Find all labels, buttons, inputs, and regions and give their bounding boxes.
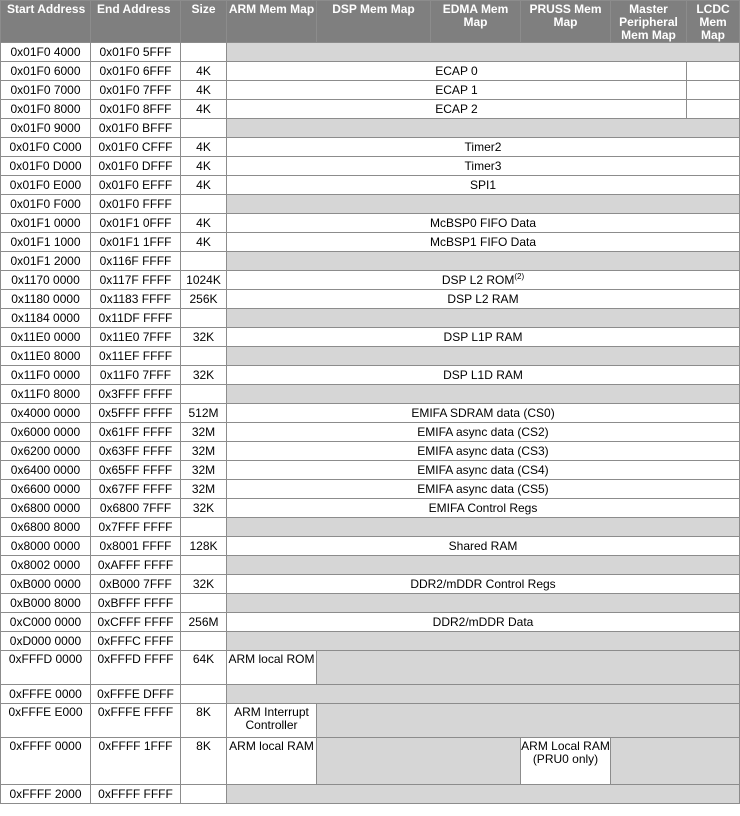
- region-label: Timer3: [227, 157, 740, 176]
- start-address: 0x01F0 C000: [1, 138, 91, 157]
- reserved-cell: [227, 385, 740, 404]
- table-row: [1, 632, 740, 651]
- end-address: 0x3FFF FFFF: [91, 385, 181, 404]
- reserved-cell: [227, 119, 740, 138]
- reserved-cell: [317, 651, 740, 685]
- end-address: 0x01F1 0FFF: [91, 214, 181, 233]
- start-address: 0x01F1 2000: [1, 252, 91, 271]
- end-address: 0x01F0 DFFF: [91, 157, 181, 176]
- table-row: [1, 328, 740, 347]
- region-label: EMIFA SDRAM data (CS0): [227, 404, 740, 423]
- size-cell: 32K: [181, 499, 227, 518]
- start-address: 0xB000 0000: [1, 575, 91, 594]
- size-cell: 4K: [181, 176, 227, 195]
- size-cell: 32K: [181, 366, 227, 385]
- start-address: 0x01F0 6000: [1, 62, 91, 81]
- size-cell: [181, 195, 227, 214]
- table-row: [1, 233, 740, 252]
- reserved-cell: [227, 347, 740, 366]
- header-size: Size: [181, 1, 227, 43]
- size-cell: 4K: [181, 62, 227, 81]
- reserved-cell: [227, 518, 740, 537]
- end-address: 0x6800 7FFF: [91, 499, 181, 518]
- table-row: [1, 594, 740, 613]
- end-address: 0xFFFC FFFF: [91, 632, 181, 651]
- start-address: 0xB000 8000: [1, 594, 91, 613]
- table-row: [1, 195, 740, 214]
- table-row: [1, 43, 740, 62]
- table-row: [1, 347, 740, 366]
- reserved-cell: [227, 309, 740, 328]
- table-row: [1, 176, 740, 195]
- end-address: 0xAFFF FFFF: [91, 556, 181, 575]
- end-address: 0x11F0 7FFF: [91, 366, 181, 385]
- end-address: 0x61FF FFFF: [91, 423, 181, 442]
- table-row: [1, 704, 740, 738]
- size-cell: [181, 785, 227, 804]
- reserved-cell: [317, 738, 521, 785]
- start-address: 0xFFFF 2000: [1, 785, 91, 804]
- reserved-cell: [227, 556, 740, 575]
- region-label: [227, 271, 740, 290]
- size-cell: [181, 347, 227, 366]
- size-cell: 256M: [181, 613, 227, 632]
- size-cell: 4K: [181, 100, 227, 119]
- size-cell: [181, 594, 227, 613]
- end-address: 0x11DF FFFF: [91, 309, 181, 328]
- size-cell: 256K: [181, 290, 227, 309]
- start-address: 0xFFFE E000: [1, 704, 91, 738]
- region-label: DDR2/mDDR Data: [227, 613, 740, 632]
- header-arm-mem-map: ARM Mem Map: [227, 1, 317, 43]
- region-label: Shared RAM: [227, 537, 740, 556]
- reserved-cell: [227, 43, 740, 62]
- region-label: EMIFA Control Regs: [227, 499, 740, 518]
- start-address: 0x6800 0000: [1, 499, 91, 518]
- table-row: [1, 271, 740, 290]
- table-row: [1, 366, 740, 385]
- end-address: 0x01F0 5FFF: [91, 43, 181, 62]
- start-address: 0x01F1 1000: [1, 233, 91, 252]
- reserved-cell: [227, 195, 740, 214]
- size-cell: 32M: [181, 461, 227, 480]
- table-row: [1, 499, 740, 518]
- start-address: 0x01F0 9000: [1, 119, 91, 138]
- table-row: [1, 385, 740, 404]
- start-address: 0x01F0 4000: [1, 43, 91, 62]
- region-label: ECAP 1: [227, 81, 687, 100]
- size-cell: 64K: [181, 651, 227, 685]
- start-address: 0x6800 8000: [1, 518, 91, 537]
- size-cell: 4K: [181, 138, 227, 157]
- end-address: 0x5FFF FFFF: [91, 404, 181, 423]
- end-address: 0x01F0 FFFF: [91, 195, 181, 214]
- start-address: 0x11F0 0000: [1, 366, 91, 385]
- size-cell: 4K: [181, 233, 227, 252]
- table-row: [1, 738, 740, 785]
- header-master-peripheral-mem-map: Master Peripheral Mem Map: [611, 1, 687, 43]
- start-address: 0x1184 0000: [1, 309, 91, 328]
- table-row: [1, 290, 740, 309]
- start-address: 0x01F0 D000: [1, 157, 91, 176]
- reserved-cell: [227, 632, 740, 651]
- header-edma-mem-map: EDMA Mem Map: [431, 1, 521, 43]
- region-label: EMIFA async data (CS3): [227, 442, 740, 461]
- start-address: 0x6400 0000: [1, 461, 91, 480]
- end-address: 0x01F0 7FFF: [91, 81, 181, 100]
- end-address: 0x63FF FFFF: [91, 442, 181, 461]
- size-cell: [181, 119, 227, 138]
- start-address: 0x11E0 0000: [1, 328, 91, 347]
- region-label: DSP L1P RAM: [227, 328, 740, 347]
- region-label: DSP L1D RAM: [227, 366, 740, 385]
- reserved-cell: [227, 785, 740, 804]
- region-label: DDR2/mDDR Control Regs: [227, 575, 740, 594]
- size-cell: [181, 685, 227, 704]
- start-address: 0xD000 0000: [1, 632, 91, 651]
- table-row: [1, 461, 740, 480]
- end-address: 0xFFFE DFFF: [91, 685, 181, 704]
- size-cell: 512M: [181, 404, 227, 423]
- arm-map-cell: ARM local ROM: [227, 651, 317, 685]
- size-cell: [181, 385, 227, 404]
- region-label: EMIFA async data (CS4): [227, 461, 740, 480]
- table-row: [1, 480, 740, 499]
- size-cell: 4K: [181, 157, 227, 176]
- end-address: 0x01F0 8FFF: [91, 100, 181, 119]
- table-row: [1, 685, 740, 704]
- end-address: 0xBFFF FFFF: [91, 594, 181, 613]
- start-address: 0x6000 0000: [1, 423, 91, 442]
- table-row: [1, 423, 740, 442]
- start-address: 0x01F0 8000: [1, 100, 91, 119]
- start-address: 0x11F0 8000: [1, 385, 91, 404]
- header-dsp-mem-map: DSP Mem Map: [317, 1, 431, 43]
- start-address: 0xFFFD 0000: [1, 651, 91, 685]
- start-address: 0x6200 0000: [1, 442, 91, 461]
- table-row: [1, 613, 740, 632]
- lcdc-cell: [687, 100, 740, 119]
- table-row: [1, 81, 740, 100]
- arm-map-cell: ARM Interrupt Controller: [227, 704, 317, 738]
- header-row: [1, 1, 740, 43]
- end-address: 0x1183 FFFF: [91, 290, 181, 309]
- start-address: 0x01F0 7000: [1, 81, 91, 100]
- size-cell: 32M: [181, 480, 227, 499]
- region-label: McBSP1 FIFO Data: [227, 233, 740, 252]
- end-address: 0x67FF FFFF: [91, 480, 181, 499]
- end-address: 0x01F0 CFFF: [91, 138, 181, 157]
- end-address: 0x01F1 1FFF: [91, 233, 181, 252]
- size-cell: 32K: [181, 575, 227, 594]
- region-label: SPI1: [227, 176, 740, 195]
- table-row: [1, 518, 740, 537]
- size-cell: [181, 43, 227, 62]
- size-cell: [181, 309, 227, 328]
- lcdc-cell: [687, 62, 740, 81]
- header-end-address: End Address: [91, 1, 181, 43]
- region-label: McBSP0 FIFO Data: [227, 214, 740, 233]
- end-address: 0x01F0 6FFF: [91, 62, 181, 81]
- start-address: 0x01F0 E000: [1, 176, 91, 195]
- table-row: [1, 157, 740, 176]
- end-address: 0x65FF FFFF: [91, 461, 181, 480]
- table-row: [1, 100, 740, 119]
- size-cell: 4K: [181, 214, 227, 233]
- table-row: [1, 62, 740, 81]
- end-address: 0x01F0 BFFF: [91, 119, 181, 138]
- table-row: [1, 252, 740, 271]
- footnote-marker: (2): [514, 272, 525, 281]
- reserved-cell: [227, 594, 740, 613]
- reserved-cell: [227, 252, 740, 271]
- region-label: ECAP 0: [227, 62, 687, 81]
- table-row: [1, 404, 740, 423]
- region-label: EMIFA async data (CS2): [227, 423, 740, 442]
- table-row: [1, 651, 740, 685]
- size-cell: 32K: [181, 328, 227, 347]
- end-address: 0x11E0 7FFF: [91, 328, 181, 347]
- end-address: 0xB000 7FFF: [91, 575, 181, 594]
- region-label: ECAP 2: [227, 100, 687, 119]
- header-pruss-mem-map: PRUSS Mem Map: [521, 1, 611, 43]
- size-cell: 128K: [181, 537, 227, 556]
- region-label-text: DSP L2 ROM: [441, 273, 515, 287]
- table-row: [1, 309, 740, 328]
- table-row: [1, 537, 740, 556]
- header-start-address: Start Address: [1, 1, 91, 43]
- start-address: 0x1170 0000: [1, 271, 91, 290]
- end-address: 0x7FFF FFFF: [91, 518, 181, 537]
- size-cell: 4K: [181, 81, 227, 100]
- table-row: [1, 119, 740, 138]
- size-cell: [181, 556, 227, 575]
- reserved-cell: [227, 685, 740, 704]
- start-address: 0xFFFF 0000: [1, 738, 91, 785]
- size-cell: 32M: [181, 423, 227, 442]
- start-address: 0x01F1 0000: [1, 214, 91, 233]
- start-address: 0x1180 0000: [1, 290, 91, 309]
- table-row: [1, 575, 740, 594]
- end-address: 0xCFFF FFFF: [91, 613, 181, 632]
- size-cell: [181, 252, 227, 271]
- region-label: DSP L2 RAM: [227, 290, 740, 309]
- size-cell: [181, 518, 227, 537]
- end-address: 0x8001 FFFF: [91, 537, 181, 556]
- table-row: [1, 556, 740, 575]
- size-cell: [181, 632, 227, 651]
- end-address: 0x116F FFFF: [91, 252, 181, 271]
- start-address: 0x01F0 F000: [1, 195, 91, 214]
- reserved-cell: [317, 704, 740, 738]
- end-address: 0xFFFF FFFF: [91, 785, 181, 804]
- table-row: [1, 442, 740, 461]
- end-address: 0x11EF FFFF: [91, 347, 181, 366]
- end-address: 0xFFFD FFFF: [91, 651, 181, 685]
- start-address: 0x8000 0000: [1, 537, 91, 556]
- size-cell: 8K: [181, 738, 227, 785]
- end-address: 0xFFFE FFFF: [91, 704, 181, 738]
- end-address: 0x01F0 EFFF: [91, 176, 181, 195]
- table-row: [1, 785, 740, 804]
- region-label: Timer2: [227, 138, 740, 157]
- table-row: [1, 138, 740, 157]
- start-address: 0xFFFE 0000: [1, 685, 91, 704]
- start-address: 0xC000 0000: [1, 613, 91, 632]
- region-label: EMIFA async data (CS5): [227, 480, 740, 499]
- end-address: 0x117F FFFF: [91, 271, 181, 290]
- start-address: 0x11E0 8000: [1, 347, 91, 366]
- lcdc-cell: [687, 81, 740, 100]
- size-cell: 32M: [181, 442, 227, 461]
- start-address: 0x4000 0000: [1, 404, 91, 423]
- pruss-map-cell: ARM Local RAM (PRU0 only): [521, 738, 611, 785]
- start-address: 0x6600 0000: [1, 480, 91, 499]
- table-row: [1, 214, 740, 233]
- reserved-cell: [611, 738, 740, 785]
- start-address: 0x8002 0000: [1, 556, 91, 575]
- size-cell: 1024K: [181, 271, 227, 290]
- header-lcdc-mem-map: LCDC Mem Map: [687, 1, 740, 43]
- arm-map-cell: ARM local RAM: [227, 738, 317, 785]
- size-cell: 8K: [181, 704, 227, 738]
- end-address: 0xFFFF 1FFF: [91, 738, 181, 785]
